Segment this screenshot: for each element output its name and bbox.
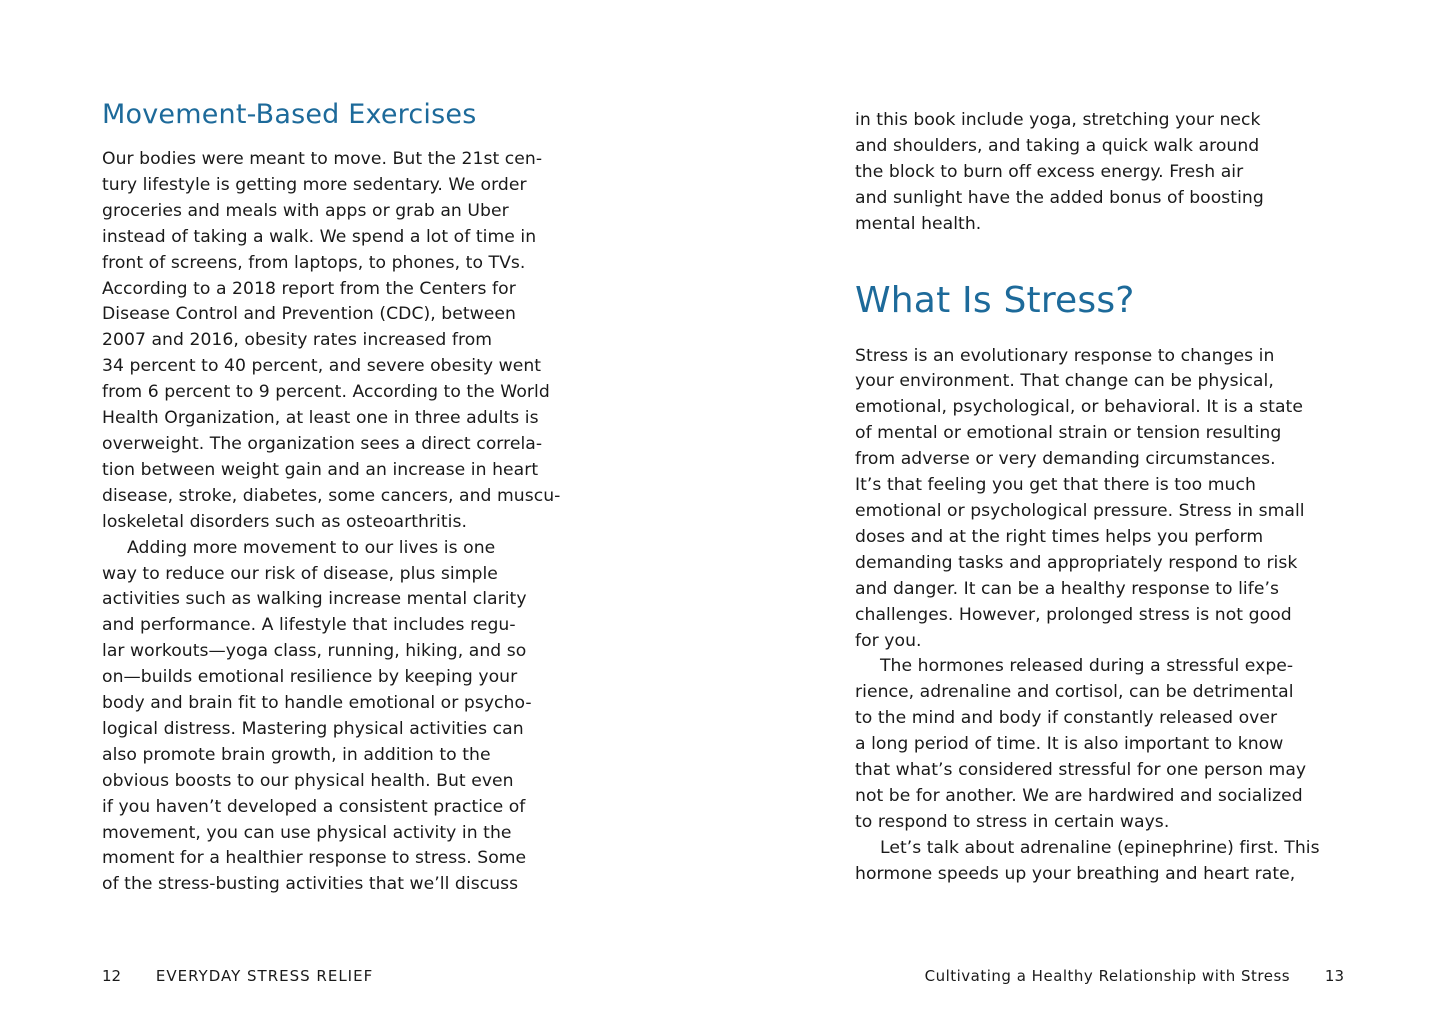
text-line: a long period of time. It is also important to know [855,734,1284,755]
text-line: Stress is an evolutionary response to changes in [855,345,1275,366]
text-line: According to a 2018 report from the Centers for [102,278,516,299]
text-line: activities such as walking increase mental clarity [102,589,527,610]
text-line: overweight. The organization sees a direct correla- [102,433,543,454]
text-line: disease, stroke, diabetes, some cancers, and muscu- [102,485,561,506]
text-line: doses and at the right times helps you perform [855,526,1264,547]
page-number: 12 [102,967,122,985]
text-line: Health Organization, at least one in three adults is [102,408,539,429]
text-line: tury lifestyle is getting more sedentary. We order [102,174,527,195]
text-line: instead of taking a walk. We spend a lot of time in [102,226,537,247]
text-line: and performance. A lifestyle that includes regu- [102,615,516,636]
left-page [0,0,722,1024]
text-line: of the stress-busting activities that we’ll discuss [102,874,519,895]
text-line: Let’s talk about adrenaline (epinephrine) first. This [880,837,1320,858]
text-line: moment for a healthier response to stress. Some [102,848,527,869]
running-head: EVERYDAY STRESS RELIEF [155,967,374,985]
text-line: emotional or psychological pressure. Stress in small [855,500,1305,521]
text-line: the block to burn off excess energy. Fresh air [855,161,1244,182]
text-line: lar workouts—yoga class, running, hiking, and so [102,641,527,662]
text-line: groceries and meals with apps or grab an Uber [102,200,509,221]
text-line: of mental or emotional strain or tension resulting [855,423,1282,444]
text-line: 2007 and 2016, obesity rates increased from [102,330,493,351]
text-line: and danger. It can be a healthy response to life’s [855,578,1279,599]
text-line: It’s that feeling you get that there is too much [855,475,1256,496]
text-line: not be for another. We are hardwired and socialized [855,785,1303,806]
text-line: loskeletal disorders such as osteoarthritis. [102,511,468,532]
text-line: Our bodies were meant to move. But the 21st cen- [102,149,543,169]
text-line: obvious boosts to our physical health. But even [102,770,514,791]
text-line: in this book include yoga, stretching your neck [855,110,1261,130]
text-line: mental health. [855,213,982,234]
text-line: emotional, psychological, or behavioral. It is a state [855,397,1303,418]
text-line: hormone speeds up your breathing and heart rate, [855,863,1296,884]
text-line: also promote brain growth, in addition to the [102,744,491,765]
text-line: from adverse or very demanding circumstances. [855,449,1276,470]
text-line: Adding more movement to our lives is one [127,537,496,558]
text-line: for you. [855,630,922,651]
left-page-text-column [102,95,592,898]
text-line: to the mind and body if constantly released over [855,708,1278,729]
text-line: movement, you can use physical activity in the [102,822,512,843]
text-line: The hormones released during a stressful expe- [880,656,1294,677]
page-footer [102,966,373,986]
text-line: that what’s considered stressful for one person may [855,760,1307,781]
text-line: body and brain fit to handle emotional or psycho- [102,693,532,714]
text-line: rience, adrenaline and cortisol, can be detrimental [855,682,1294,703]
text-line: on—builds emotional resilience by keeping your [102,667,518,688]
text-line: front of screens, from laptops, to phones, to TVs. [102,252,526,273]
page-number: 13 [1324,967,1344,985]
text-line: if you haven’t developed a consistent practice of [102,796,526,817]
text-line: and sunlight have the added bonus of boosting [855,187,1264,208]
text-line: demanding tasks and appropriately respond to risk [855,552,1298,573]
text-line: from 6 percent to 9 percent. According to the World [102,382,550,403]
text-line: 34 percent to 40 percent, and severe obesity went [102,356,542,377]
text-line: way to reduce our risk of disease, plus simple [102,563,498,584]
text-line: your environment. That change can be physical, [855,371,1274,392]
continued-text [855,108,1345,238]
page-footer [925,966,1344,986]
body-text [102,147,592,898]
text-line: and shoulders, and taking a quick walk around [855,135,1260,156]
running-head: Cultivating a Healthy Relationship with Stress [924,967,1291,985]
right-page-text-column [855,108,1345,888]
text-line: logical distress. Mastering physical activities can [102,718,524,739]
text-line: challenges. However, prolonged stress is not good [855,604,1292,625]
text-line: Disease Control and Prevention (CDC), between [102,304,516,325]
chapter-heading: What Is Stress? [855,279,1135,321]
text-line: to respond to stress in certain ways. [855,811,1170,832]
right-page [723,0,1445,1024]
text-line: tion between weight gain and an increase in heart [102,459,539,480]
body-text [855,344,1345,888]
section-heading: Movement-Based Exercises [102,99,477,130]
